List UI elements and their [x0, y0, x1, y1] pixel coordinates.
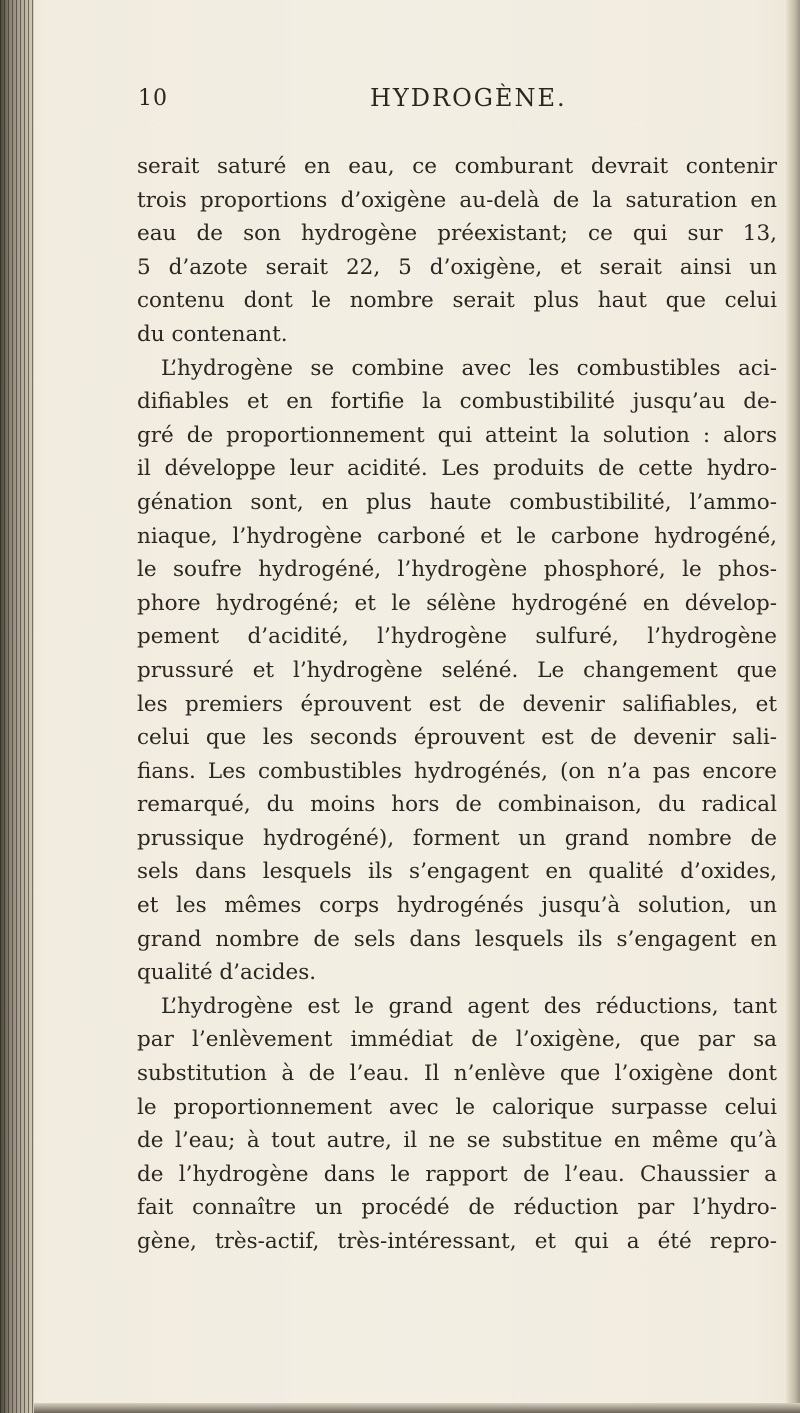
text-line: et les mêmes corps hydrogénés jusqu’à solution, un — [137, 893, 777, 919]
text-line: fians. Les combustibles hydrogénés, (on n’a pas encore — [137, 758, 777, 784]
text-line: prussique hydrogéné), forment un grand nombre de — [137, 825, 777, 851]
page-header — [130, 82, 770, 122]
text-line: prussuré et l’hydrogène seléné. Le changement que — [137, 657, 777, 683]
text-line: du contenant. — [137, 321, 288, 347]
text-line: grand nombre de sels dans lesquels ils s’engagent en — [137, 926, 777, 952]
text-line: substitution à de l’eau. Il n’enlève que l’oxigène dont — [137, 1061, 777, 1087]
page-right-edge — [786, 0, 800, 1413]
text-line: pement d’acidité, l’hydrogène sulfuré, l’hydrogène — [137, 624, 777, 650]
text-line: serait saturé en eau, ce comburant devrait contenir — [137, 154, 777, 179]
text-line: L’hydrogène est le grand agent des réductions, tant — [161, 993, 777, 1019]
text-line: 5 d’azote serait 22, 5 d’oxigène, et serait ainsi un — [137, 254, 777, 280]
text-line: phore hydrogéné; et le sélène hydrogéné en dévelop- — [137, 590, 777, 616]
page-number: 10 — [138, 86, 168, 111]
text-line: fait connaître un procédé de réduction par l’hydro- — [137, 1195, 777, 1221]
text-line: les premiers éprouvent est de devenir salifiables, et — [137, 691, 777, 717]
text-line: eau de son hydrogène préexistant; ce qui sur 13, — [137, 221, 777, 247]
text-line: le soufre hydrogéné, l’hydrogène phosphoré, le phos- — [137, 557, 777, 583]
text-line: difiables et en fortifie la combustibilité jusqu’au de- — [137, 389, 777, 415]
text-line: remarqué, du moins hors de combinaison, du radical — [137, 792, 777, 818]
text-line: contenu dont le nombre serait plus haut que celui — [137, 288, 777, 314]
text-line: trois proportions d’oxigène au-delà de la saturation en — [137, 187, 777, 213]
text-line: il développe leur acidité. Les produits de cette hydro- — [137, 456, 777, 482]
page-bottom-edge — [34, 1403, 800, 1413]
page-binding-edge — [0, 0, 34, 1413]
running-title: HYDROGÈNE. — [370, 84, 567, 112]
text-line: de l’hydrogène dans le rapport de l’eau. Chaussier a — [137, 1161, 777, 1187]
text-line: niaque, l’hydrogène carboné et le carbone hydrogéné, — [137, 523, 777, 549]
text-line: celui que les seconds éprouvent est de devenir sali- — [137, 725, 777, 751]
text-line: gré de proportionnement qui atteint la solution : alors — [137, 422, 777, 448]
text-line: gène, très-actif, très-intéressant, et qui a été repro- — [137, 1229, 777, 1254]
text-line: L’hydrogène se combine avec les combustibles aci- — [161, 355, 777, 381]
text-line: le proportionnement avec le calorique surpasse celui — [137, 1094, 777, 1120]
text-line: sels dans lesquels ils s’engagent en qualité d’oxides, — [137, 859, 777, 885]
body-text — [137, 150, 777, 1259]
text-line: qualité d’acides. — [137, 960, 317, 986]
text-line: de l’eau; à tout autre, il ne se substitue en même qu’à — [137, 1128, 777, 1154]
text-line: génation sont, en plus haute combustibilité, l’ammo- — [137, 489, 777, 515]
text-line: par l’enlèvement immédiat de l’oxigène, que par sa — [137, 1027, 777, 1053]
